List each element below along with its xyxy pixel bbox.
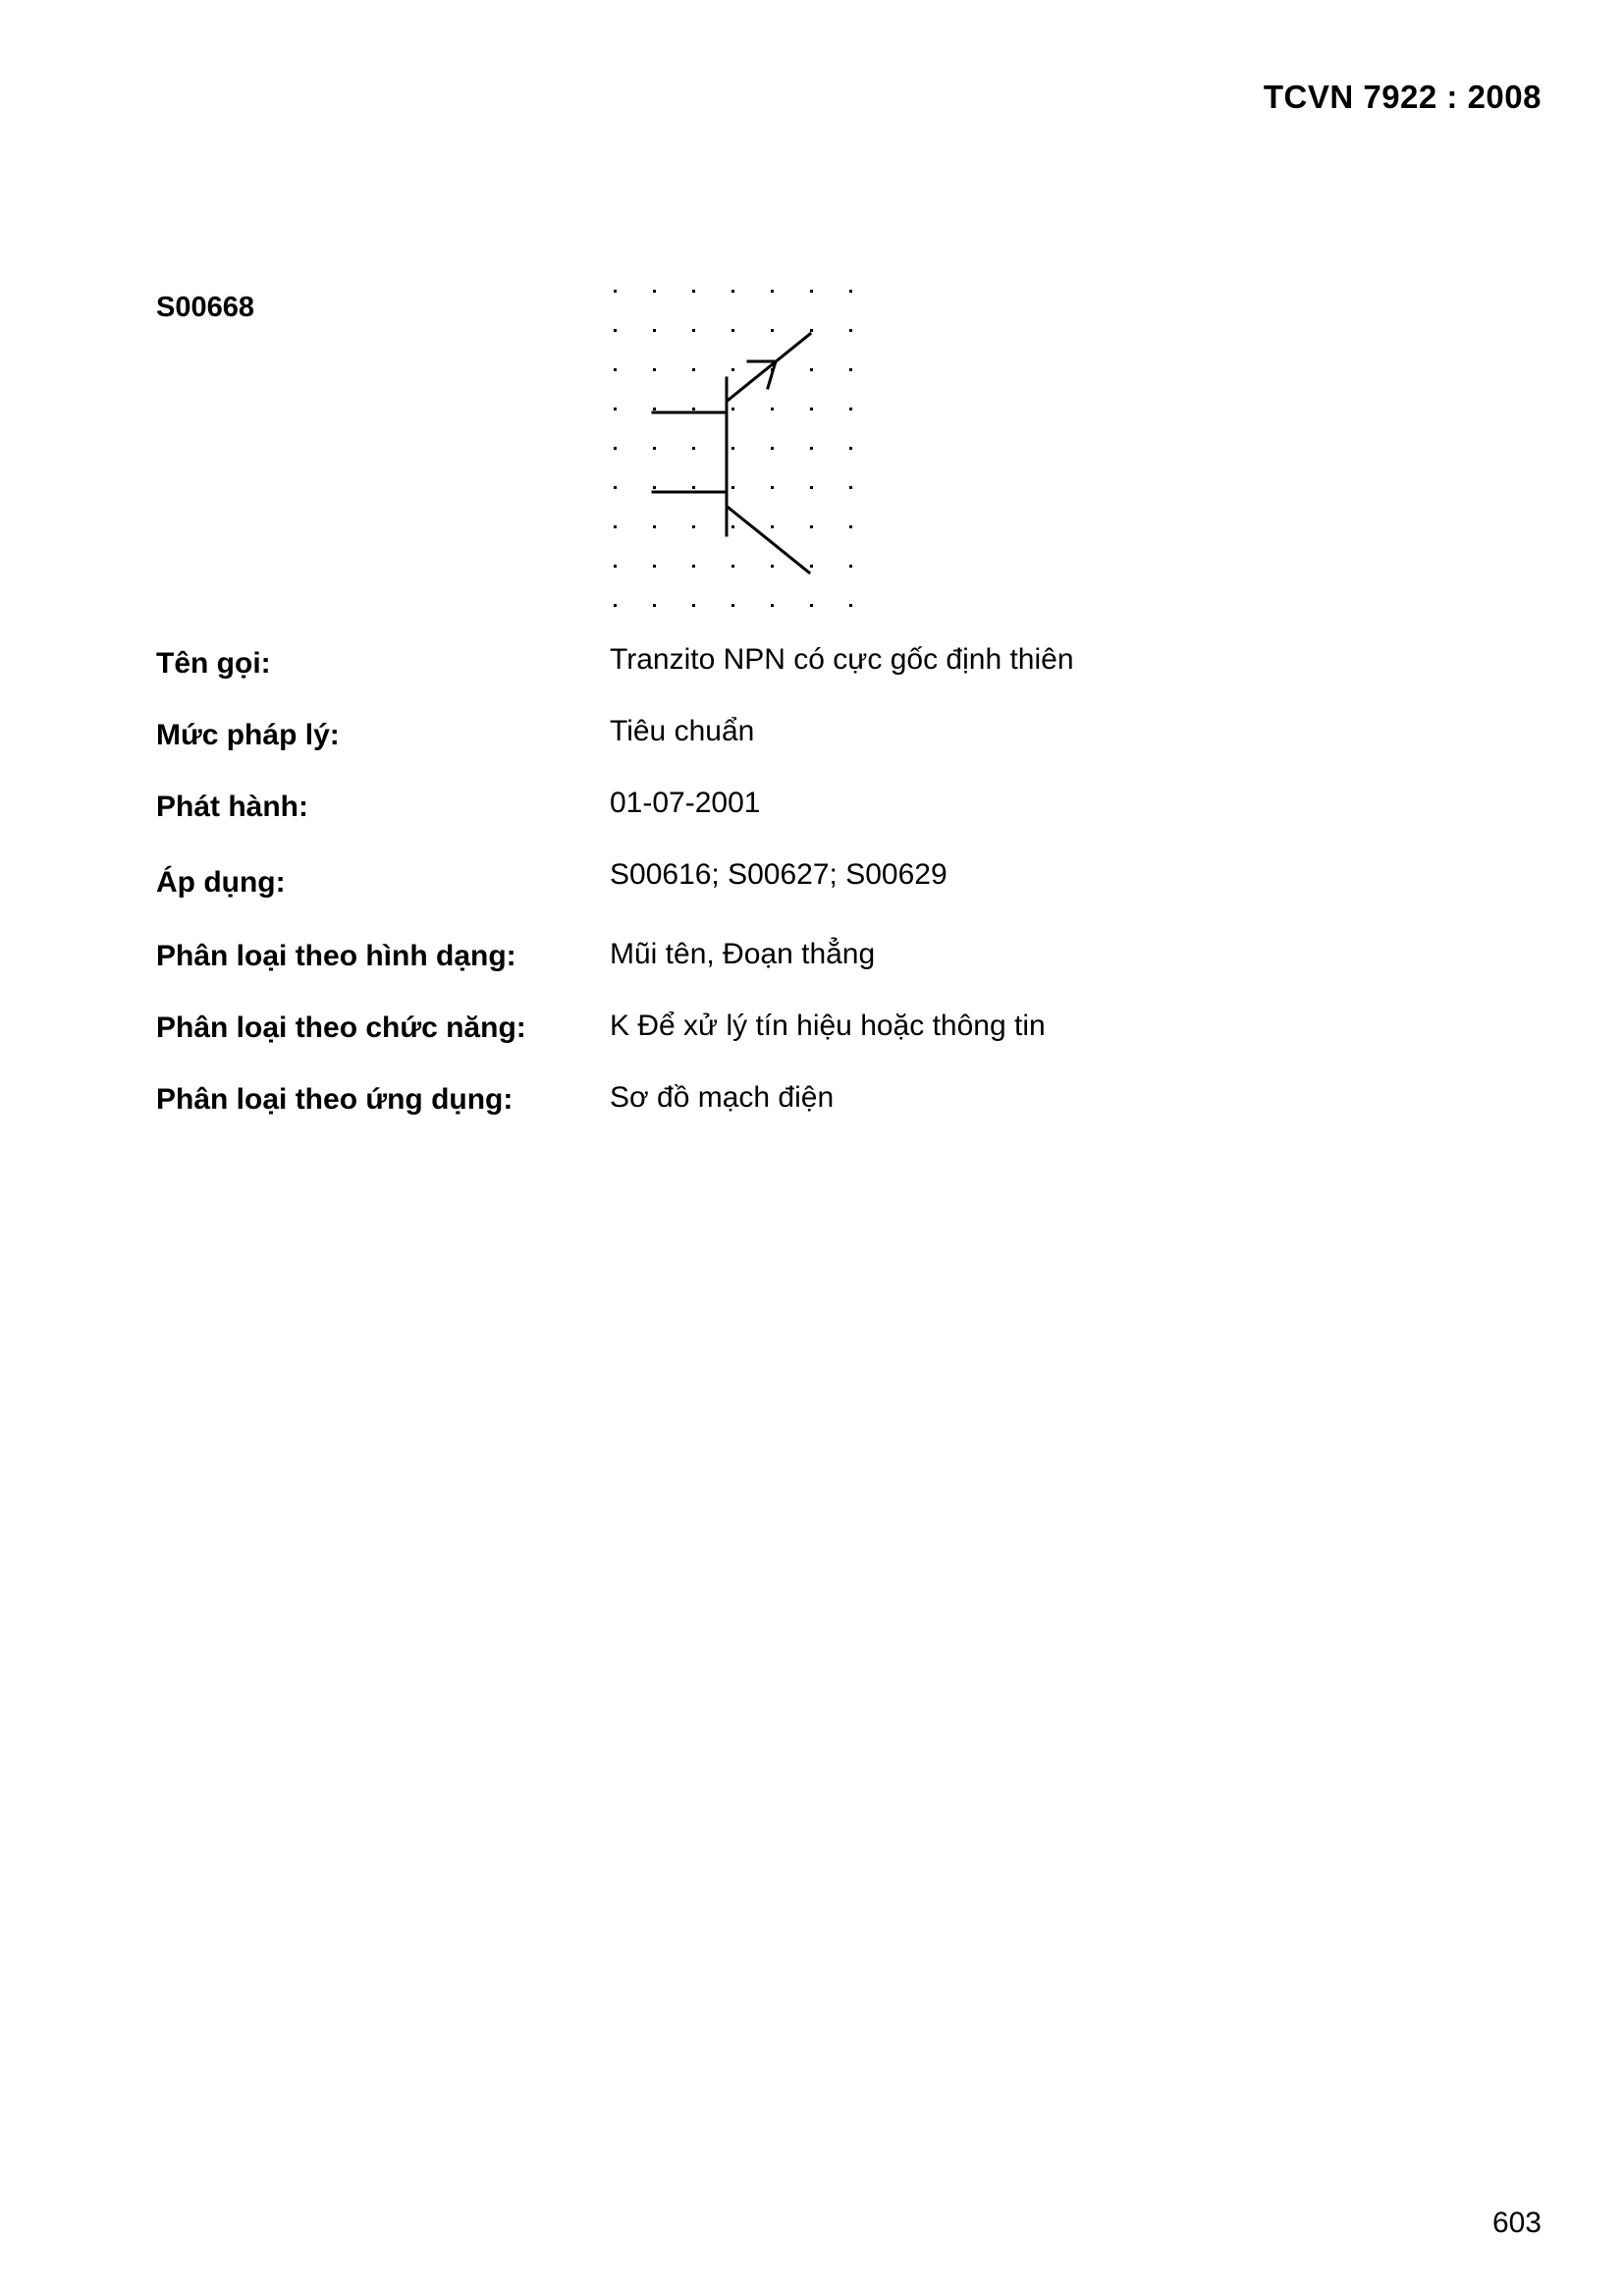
- grid-dot: [771, 329, 774, 332]
- grid-dot: [614, 368, 617, 371]
- grid-dot: [771, 525, 774, 528]
- property-row-name: [156, 643, 1433, 683]
- property-label: Tên gọi:: [156, 647, 271, 680]
- property-value: S00616; S00627; S00629: [610, 858, 947, 891]
- grid-dot: [731, 525, 734, 528]
- property-row-legal-status: [156, 715, 1433, 754]
- grid-dot: [810, 368, 813, 371]
- property-row-applies: [156, 858, 1433, 898]
- standard-header: TCVN 7922 : 2008: [1263, 79, 1542, 115]
- property-value: Tiêu chuẩn: [610, 715, 755, 747]
- emitter-lead: [729, 334, 810, 400]
- property-label: Phát hành:: [156, 791, 308, 823]
- grid-dot: [614, 408, 617, 410]
- grid-dot: [692, 565, 695, 568]
- grid-dot: [849, 604, 852, 607]
- grid-dot: [692, 290, 695, 293]
- grid-dot: [771, 604, 774, 607]
- grid-dot: [771, 408, 774, 410]
- grid-dot: [692, 329, 695, 332]
- grid-dot: [614, 290, 617, 293]
- page-number: 603: [1491, 2207, 1542, 2239]
- grid-dot: [653, 447, 656, 450]
- grid-dot: [849, 565, 852, 568]
- property-row-application-class: [156, 1079, 1433, 1119]
- property-label: Mức pháp lý:: [156, 719, 340, 751]
- grid-dot: [731, 368, 734, 371]
- npn-transistor-biased-base-icon: [599, 280, 874, 619]
- grid-dot: [810, 447, 813, 450]
- collector-lead: [729, 508, 809, 573]
- grid-dot: [810, 565, 813, 568]
- grid-dot: [731, 290, 734, 293]
- grid-dot: [771, 447, 774, 450]
- grid-dot: [614, 329, 617, 332]
- grid-dot: [614, 604, 617, 607]
- grid-dot: [849, 447, 852, 450]
- property-value: Tranzito NPN có cực gốc định thiên: [610, 643, 1074, 676]
- grid-dot: [731, 329, 734, 332]
- grid-dot: [692, 408, 695, 410]
- grid-dot: [849, 368, 852, 371]
- grid-dot: [771, 290, 774, 293]
- property-value: K Để xử lý tín hiệu hoặc thông tin: [610, 1010, 1046, 1042]
- dot-grid: [614, 290, 852, 607]
- property-row-issued: [156, 787, 1433, 826]
- grid-dot: [731, 486, 734, 489]
- grid-dot: [653, 368, 656, 371]
- grid-dot: [692, 447, 695, 450]
- grid-dot: [810, 486, 813, 489]
- grid-dot: [849, 525, 852, 528]
- grid-dot: [653, 604, 656, 607]
- grid-dot: [614, 565, 617, 568]
- grid-dot: [731, 565, 734, 568]
- property-label: Phân loại theo ứng dụng:: [156, 1083, 514, 1116]
- grid-dot: [849, 486, 852, 489]
- grid-dot: [731, 408, 734, 410]
- property-value: Mũi tên, Đoạn thẳng: [610, 938, 876, 970]
- grid-dot: [849, 290, 852, 293]
- grid-dot: [771, 486, 774, 489]
- grid-dot: [653, 290, 656, 293]
- property-value: 01-07-2001: [610, 787, 761, 819]
- grid-dot: [653, 565, 656, 568]
- grid-dot: [731, 604, 734, 607]
- grid-dot: [614, 447, 617, 450]
- grid-dot: [692, 604, 695, 607]
- grid-dot: [849, 408, 852, 410]
- grid-dot: [653, 329, 656, 332]
- grid-dot: [810, 408, 813, 410]
- property-value: Sơ đồ mạch điện: [610, 1081, 835, 1114]
- grid-dot: [614, 525, 617, 528]
- property-label: Phân loại theo chức năng:: [156, 1011, 526, 1044]
- grid-dot: [692, 525, 695, 528]
- grid-dot: [692, 486, 695, 489]
- property-label: Phân loại theo hình dạng:: [156, 940, 516, 972]
- property-row-shape-class: [156, 936, 1433, 975]
- grid-dot: [614, 486, 617, 489]
- grid-dot: [771, 565, 774, 568]
- grid-dot: [810, 329, 813, 332]
- grid-dot: [692, 368, 695, 371]
- grid-dot: [731, 447, 734, 450]
- grid-dot: [653, 408, 656, 410]
- grid-dot: [653, 525, 656, 528]
- property-row-function-class: [156, 1008, 1433, 1047]
- grid-dot: [810, 290, 813, 293]
- symbol-code: S00668: [156, 292, 254, 323]
- grid-dot: [810, 525, 813, 528]
- property-label: Áp dụng:: [156, 866, 286, 899]
- grid-dot: [810, 604, 813, 607]
- grid-dot: [653, 486, 656, 489]
- grid-dot: [849, 329, 852, 332]
